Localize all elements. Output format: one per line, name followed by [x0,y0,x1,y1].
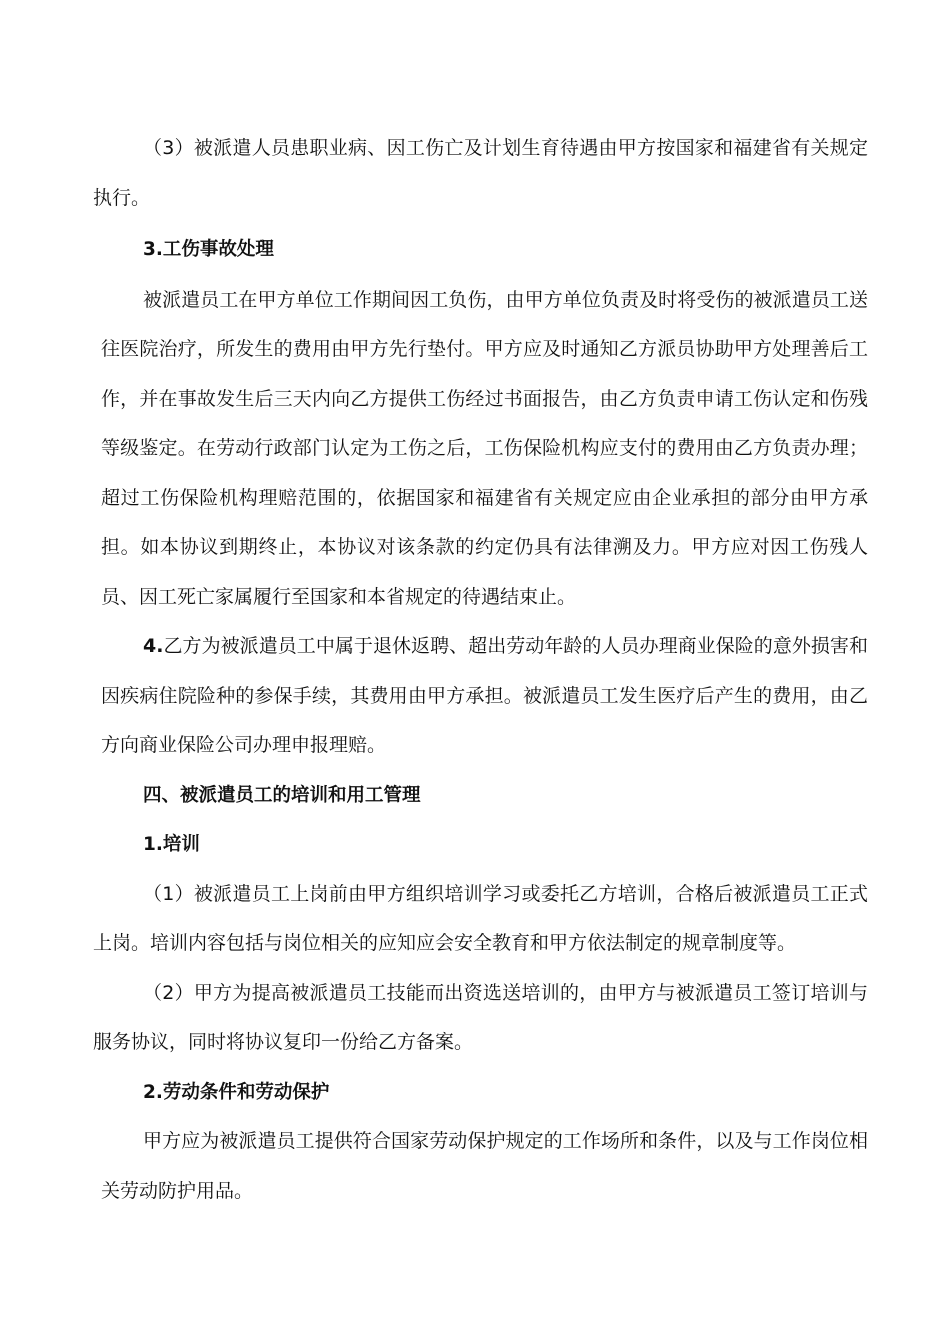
heading-text: 2.劳动条件和劳动保护 [143,1081,330,1103]
paragraph-labor-protection [101,1117,868,1216]
paragraph-text: 甲方应为被派遣员工提供符合国家劳动保护规定的工作场所和条件，以及与工作岗位相关劳动防护用品。 [101,1130,868,1202]
paragraph-text: 被派遣员工在甲方单位工作期间因工负伤，由甲方单位负责及时将受伤的被派遣员工送往医院治疗，所发生的费用由甲方先行垫付。甲方应及时通知乙方派员协助甲方处理善后工作，并在事故发生后三天内向乙方提供工伤经过书面报告，由乙方负责申请工伤认定和伤残等级鉴定。在劳动行政部门认定为工伤之后，工伤保险机构应支付的费用由乙方负责办理；超过工伤保险机构理赔范围的，依据国家和福建省有关规定应由企业承担的部分由甲方承担。如本协议到期终止，本协议对该条款的约定仍具有法律溯及力。甲方应对因工伤残人员、因工死亡家属履行至国家和本省规定的待遇结束止。 [101,288,868,608]
heading-text: 3.工伤事故处理 [143,239,274,260]
paragraph-text: （2）甲方为提高被派遣员工技能而出资选送培训的，由甲方与被派遣员工签订培训与服务协议，同时将协议复印一份给乙方备案。 [93,981,868,1053]
paragraph-text: 乙方为被派遣员工中属于退休返聘、超出劳动年龄的人员办理商业保险的意外损害和因疾病住院险种的参保手续，其费用由甲方承担。被派遣员工发生医疗后产生的费用，由乙方向商业保险公司办理申报理赔。 [101,635,868,756]
paragraph-pre-job-training [93,870,868,969]
heading-text: 1.培训 [143,834,200,855]
document-body [93,124,868,1216]
heading-text: 四、被派遣员工的培训和用工管理 [143,784,421,806]
paragraph-work-injury-procedure [101,276,868,623]
paragraph-text: （1）被派遣员工上岗前由甲方组织培训学习或委托乙方培训，合格后被派遣员工正式上岗。培训内容包括与岗位相关的应知应会安全教育和甲方依法制定的规章制度等。 [93,882,868,954]
paragraph-occupational-disease [93,124,868,223]
heading-labor-conditions [143,1068,868,1118]
heading-work-injury-handling [143,225,868,275]
clause-number: 4. [143,635,164,657]
paragraph-commercial-insurance [101,622,868,771]
paragraph-funded-training [93,969,868,1068]
paragraph-text: （3）被派遣人员患职业病、因工伤亡及计划生育待遇由甲方按国家和福建省有关规定执行。 [93,137,868,209]
section-heading-training-management [143,771,868,821]
heading-training [143,820,868,870]
